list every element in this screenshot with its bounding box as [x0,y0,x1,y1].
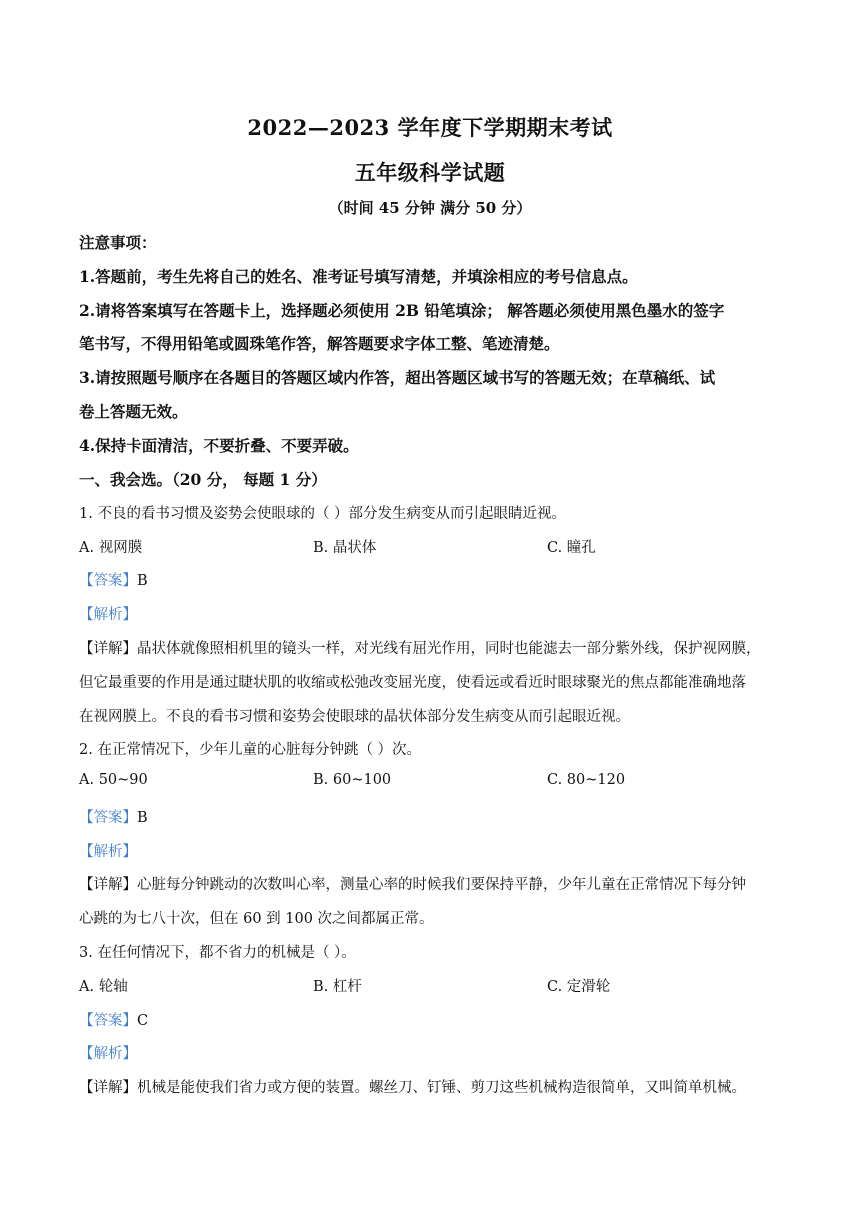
q1-detail-line-3: 在视网膜上。不良的看书习惯和姿势会使眼球的晶状体部分发生病变从而引起眼近视。 [79,709,630,725]
note-4: 4.保持卡面清洁，不要折叠、不要弄破。 [79,436,359,455]
q2-detail-line-1: 【详解】心脏每分钟跳动的次数叫心率，测量心率的时候我们要保持平静，少年儿童在正常情况下每分钟 [79,877,746,893]
q2-stem: 2. 在正常情况下，少年儿童的心脏每分钟跳（ ）次。 [79,742,422,758]
note-1: 1.答题前，考生先将自己的姓名、准考证号填写清楚，并填涂相应的考号信息点。 [79,267,638,286]
note-2-line-2: 笔书写，不得用铅笔或圆珠笔作答，解答题要求字体工整、笔迹清楚。 [79,334,560,353]
exam-title: 2022—2023 学年度下学期期末考试 [247,115,613,140]
answer-label: 【答案】 [79,810,137,826]
note-2-line-1: 2.请将答案填写在答题卡上，选择题必须使用 2B 铅笔填涂； 解答题必须使用黑色墨水的签字 [79,301,725,320]
answer-label: 【答案】 [79,573,137,589]
q1-option-a: A. 视网膜 [79,540,143,556]
q1-option-c: C. 瞳孔 [547,540,596,556]
q3-answer: C [137,1013,149,1029]
q1-detail-line-2: 但它最重要的作用是通过睫状肌的收缩或松弛改变屈光度，使看远或看近时眼球聚光的焦点都能准确地落 [79,675,746,691]
q1-answer-row [79,569,148,590]
q2-analysis-label: 【解析】 [79,844,137,860]
q2-option-b: B. 60~100 [313,772,392,788]
exam-subtitle: 五年级科学试题 [354,160,506,185]
section-1-heading: 一、我会选。（20 分， 每题 1 分） [79,470,327,489]
q2-detail-line-2: 心跳的为七八十次，但在 60 到 100 次之间都属正常。 [79,911,434,927]
exam-meta: （时间 45 分钟 满分 50 分） [328,199,532,217]
q3-option-a: A. 轮轴 [79,979,128,995]
q1-option-b: B. 晶状体 [313,540,377,556]
q1-detail-line-1: 【详解】晶状体就像照相机里的镜头一样，对光线有屈光作用，同时也能滤去一部分紫外线，保护视网膜， [79,641,761,657]
answer-label: 【答案】 [79,1013,137,1029]
q3-option-b: B. 杠杆 [313,979,362,995]
q1-answer: B [137,573,148,589]
q3-answer-row [79,1009,148,1030]
note-3-line-1: 3.请按照题号顺序在各题目的答题区域内作答，超出答题区域书写的答题无效；在草稿纸、试 [79,368,716,387]
q2-option-c: C. 80~120 [547,772,626,788]
q3-stem: 3. 在任何情况下，都不省力的机械是（ ）。 [79,945,356,961]
q3-option-c: C. 定滑轮 [547,979,611,995]
note-3-line-2: 卷上答题无效。 [79,402,188,421]
notes-heading: 注意事项： [79,233,157,252]
q3-detail-line-1: 【详解】机械是能使我们省力或方便的装置。螺丝刀、钉锤、剪刀这些机械构造很简单，又叫简单机械。 [79,1080,746,1096]
q2-answer-row [79,806,148,827]
detail-label: 【详解】 [79,877,137,893]
detail-label: 【详解】 [79,641,137,657]
q1-stem: 1. 不良的看书习惯及姿势会使眼球的（ ）部分发生病变从而引起眼睛近视。 [79,506,567,522]
q2-option-a: A. 50~90 [79,772,148,788]
detail-label: 【详解】 [79,1080,137,1096]
q2-answer: B [137,810,148,826]
q3-analysis-label: 【解析】 [79,1046,137,1062]
q1-analysis-label: 【解析】 [79,607,137,623]
